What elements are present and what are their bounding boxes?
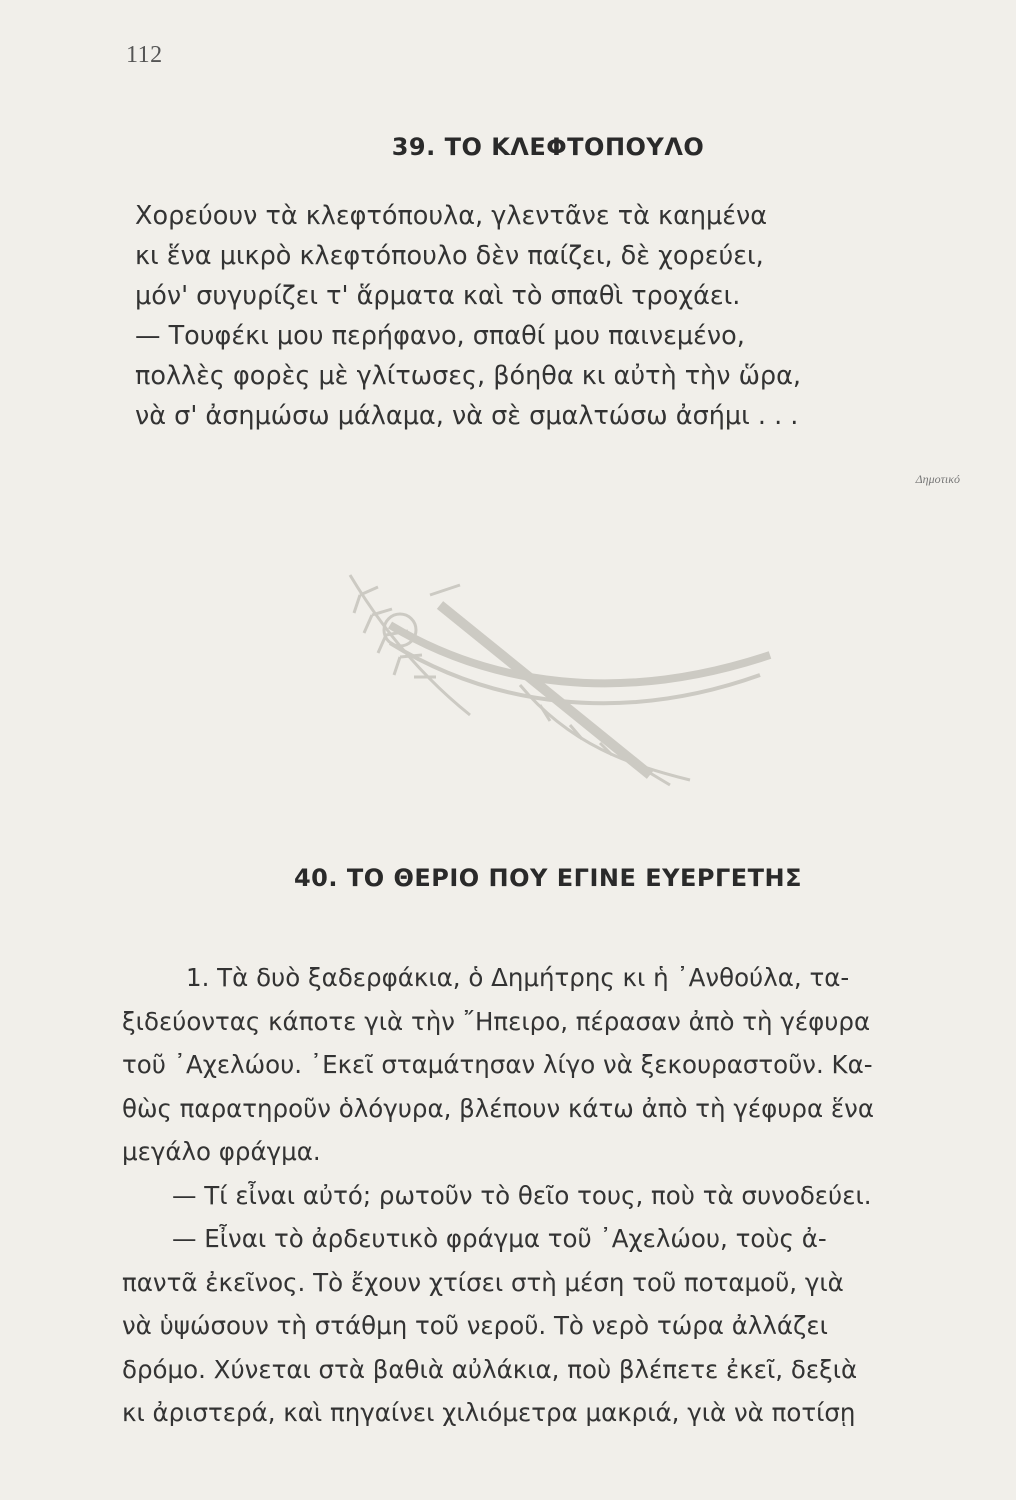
- section-title-39: 39. ΤΟ ΚΛΕΦΤΟΠΟΥΛΟ: [391, 133, 705, 161]
- prose-block: [122, 956, 972, 1435]
- prose-line: τοῦ ᾽Αχελώου. ᾽Εκεῖ σταμάτησαν λίγο νὰ ξεκουραστοῦν. Κα-: [122, 1050, 873, 1079]
- poem-source: Δημοτικό: [915, 472, 960, 486]
- poem-line: Χορεύουν τὰ κλεφτόπουλα, γλεντᾶνε τὰ καημένα: [135, 201, 768, 231]
- poem-line: πολλὲς φορὲς μὲ γλίτωσες, βόηθα κι αὐτὴ τὴν ὥρα,: [135, 361, 802, 391]
- prose-line: 1. Τὰ δυὸ ξαδερφάκια, ὁ Δημήτρης κι ἡ ᾽Ανθούλα, τα-: [186, 963, 850, 992]
- page-number: 112: [126, 42, 163, 68]
- prose-line: — Εἶναι τὸ ἀρδευτικὸ φράγμα τοῦ ᾽Αχελώου, τοὺς ἀ-: [172, 1224, 827, 1253]
- prose-line: κι ἀριστερά, καὶ πηγαίνει χιλιόμετρα μακριά, γιὰ νὰ ποτίσῃ: [122, 1398, 856, 1427]
- sword-and-laurel-emblem: [290, 565, 810, 795]
- section-title-40: 40. ΤΟ ΘΕΡΙΟ ΠΟΥ ΕΓΙΝΕ ΕΥΕΡΓΕΤΗΣ: [293, 864, 803, 892]
- prose-line: — Τί εἶναι αὐτό; ρωτοῦν τὸ θεῖο τους, ποὺ τὰ συνοδεύει.: [172, 1180, 872, 1210]
- prose-line: μεγάλο φράγμα.: [122, 1137, 321, 1166]
- poem-line: κι ἕνα μικρὸ κλεφτόπουλο δὲν παίζει, δὲ χορεύει,: [135, 241, 764, 271]
- poem-line: — Τουφέκι μου περήφανο, σπαθί μου παινεμένο,: [135, 321, 745, 351]
- poem-line: μόν' συγυρίζει τ' ἅρματα καὶ τὸ σπαθὶ τροχάει.: [135, 281, 741, 311]
- prose-line: δρόμο. Χύνεται στὰ βαθιὰ αὐλάκια, ποὺ βλέπετε ἐκεῖ, δεξιὰ: [122, 1354, 858, 1384]
- prose-line: παντᾶ ἐκεῖνος. Τὸ ἔχουν χτίσει στὴ μέση τοῦ ποταμοῦ, γιὰ: [122, 1267, 844, 1297]
- prose-line: νὰ ὑψώσουν τὴ στάθμη τοῦ νεροῦ. Τὸ νερὸ τώρα ἀλλάζει: [122, 1311, 828, 1340]
- poem-block: [135, 196, 955, 436]
- prose-line: ξιδεύοντας κάποτε γιὰ τὴν ῎Ηπειρο, πέρασαν ἀπὸ τὴ γέφυρα: [122, 1006, 871, 1036]
- prose-line: θὼς παρατηροῦν ὁλόγυρα, βλέπουν κάτω ἀπὸ τὴ γέφυρα ἕνα: [122, 1093, 874, 1123]
- poem-line: νὰ σ' ἀσημώσω μάλαμα, νὰ σὲ σμαλτώσω ἀσήμι . . .: [135, 401, 799, 431]
